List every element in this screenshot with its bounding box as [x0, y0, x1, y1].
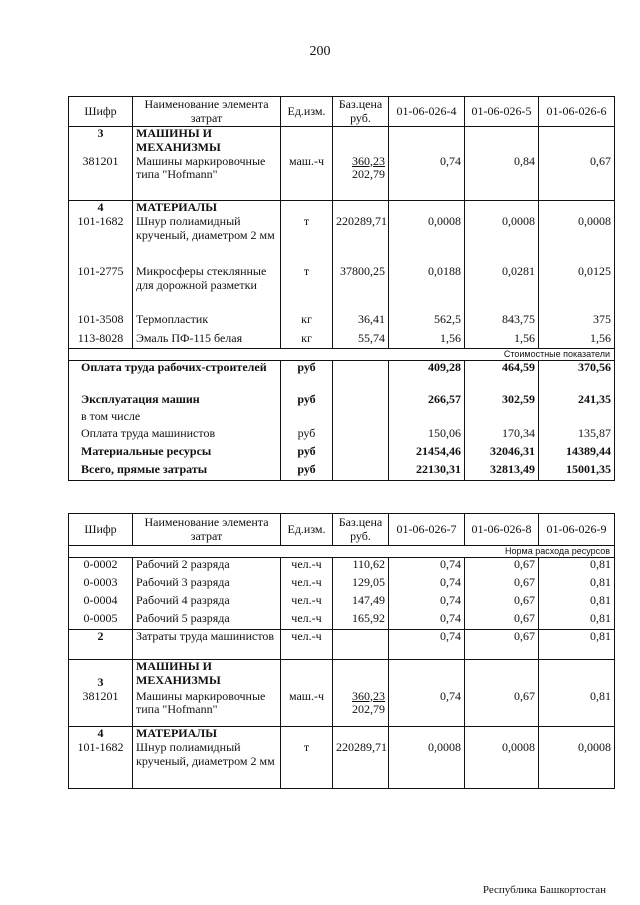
row-code: 101-1682: [69, 215, 133, 265]
price-value: 360,23: [352, 688, 385, 703]
col-header-name: Наименование элемента затрат: [133, 514, 281, 546]
row-unit: чел.-ч: [281, 630, 333, 660]
row-value: 0,0188: [389, 265, 465, 313]
row-price: 36,41: [333, 313, 389, 332]
row-value: 0,67: [465, 594, 539, 612]
row-value: 0,67: [465, 690, 539, 727]
row-value: 562,5: [389, 313, 465, 332]
norm-label-row: [69, 546, 615, 558]
row-price: 165,92: [333, 612, 389, 630]
row-price: [333, 690, 389, 727]
col-header-name: Наименование элемента затрат: [133, 97, 281, 127]
table-row: [69, 612, 615, 630]
row-value: 0,74: [389, 612, 465, 630]
table-row: [69, 630, 615, 660]
col-header-unit: Ед.изм.: [281, 97, 333, 127]
row-value: 0,67: [465, 576, 539, 594]
col-header-norm-5: 01-06-026-5: [465, 97, 539, 127]
row-name: Машины маркировочные типа "Hofmann": [133, 690, 281, 727]
row-price: 147,49: [333, 594, 389, 612]
row-unit: кг: [281, 332, 333, 349]
cost-row: [69, 393, 615, 410]
row-value: 0,0008: [465, 741, 539, 789]
cost-row: [69, 463, 615, 481]
page-number: 200: [309, 44, 331, 59]
row-name: Машины маркировочные типа "Hofmann": [133, 155, 281, 201]
row-unit: т: [281, 215, 333, 265]
row-unit: т: [281, 265, 333, 313]
section-row: [69, 727, 615, 741]
table-row: [69, 690, 615, 727]
row-value: 1,56: [389, 332, 465, 349]
resource-table-2: [68, 513, 615, 789]
row-code: 101-1682: [69, 741, 133, 789]
row-unit: кг: [281, 313, 333, 332]
section-title: МАШИНЫ И МЕХАНИЗМЫ: [133, 660, 281, 690]
cost-value: 22130,31: [389, 463, 465, 481]
cost-name: в том числе: [69, 410, 281, 427]
cost-unit: руб: [281, 361, 333, 393]
row-value: 0,0281: [465, 265, 539, 313]
table-row: [69, 155, 615, 201]
cost-name: Оплата труда рабочих-строителей: [69, 361, 281, 393]
row-code: 381201: [69, 155, 133, 201]
cost-label-row: [69, 349, 615, 361]
row-value: 0,81: [539, 594, 615, 612]
row-code: 0-0004: [69, 594, 133, 612]
row-value: 0,84: [465, 155, 539, 201]
col-header-price: Баз.цена руб.: [333, 514, 389, 546]
cost-value: 266,57: [389, 393, 465, 410]
cost-unit: руб: [281, 427, 333, 445]
row-code: 0-0005: [69, 612, 133, 630]
row-price: [333, 155, 389, 201]
cost-unit: руб: [281, 393, 333, 410]
row-name: Рабочий 2 разряда: [133, 558, 281, 576]
cost-value: 135,87: [539, 427, 615, 445]
table-row: [69, 558, 615, 576]
cost-value: 32046,31: [465, 445, 539, 463]
row-value: 0,0008: [465, 215, 539, 265]
row-unit: маш.-ч: [281, 690, 333, 727]
cost-value: 14389,44: [539, 445, 615, 463]
row-code: 101-3508: [69, 313, 133, 332]
row-code: 0-0002: [69, 558, 133, 576]
row-value: 375: [539, 313, 615, 332]
row-value: 0,74: [389, 690, 465, 727]
cost-value: 150,06: [389, 427, 465, 445]
table-row: [69, 265, 615, 313]
row-price: 129,05: [333, 576, 389, 594]
row-name: Затраты труда машинистов: [133, 630, 281, 660]
cost-value: 302,59: [465, 393, 539, 410]
table-row: [69, 332, 615, 349]
price-secondary: 202,79: [352, 167, 385, 182]
row-name: Рабочий 3 разряда: [133, 576, 281, 594]
cost-name: Оплата труда машинистов: [69, 427, 281, 445]
row-value: 0,74: [389, 155, 465, 201]
row-value: 0,0008: [539, 215, 615, 265]
col-header-unit: Ед.изм.: [281, 514, 333, 546]
cost-name: Всего, прямые затраты: [69, 463, 281, 481]
row-unit: чел.-ч: [281, 576, 333, 594]
table-row: [69, 215, 615, 265]
row-value: 0,81: [539, 612, 615, 630]
row-price: 110,62: [333, 558, 389, 576]
row-name: Шнур полиамидный крученый, диаметром 2 мм: [133, 215, 281, 265]
cost-value: 21454,46: [389, 445, 465, 463]
cost-value: 32813,49: [465, 463, 539, 481]
col-header-code: Шифр: [69, 97, 133, 127]
table-row: [69, 741, 615, 789]
cost-value: 170,34: [465, 427, 539, 445]
cost-row: [69, 410, 615, 427]
row-unit: чел.-ч: [281, 558, 333, 576]
table-header-row: [69, 97, 615, 127]
row-value: 0,81: [539, 630, 615, 660]
cost-value: 241,35: [539, 393, 615, 410]
row-unit: маш.-ч: [281, 155, 333, 201]
table-row: [69, 576, 615, 594]
row-price: 220289,71: [333, 741, 389, 789]
table-header-row: [69, 514, 615, 546]
cost-row: [69, 427, 615, 445]
row-code: 101-2775: [69, 265, 133, 313]
col-header-norm-7: 01-06-026-7: [389, 514, 465, 546]
cost-value: 464,59: [465, 361, 539, 393]
row-value: 0,81: [539, 576, 615, 594]
row-value: 0,74: [389, 576, 465, 594]
price-secondary: 202,79: [352, 702, 385, 717]
cost-value: 15001,35: [539, 463, 615, 481]
section-title: МАТЕРИАЛЫ: [133, 727, 281, 741]
row-value: 0,74: [389, 594, 465, 612]
col-header-code: Шифр: [69, 514, 133, 546]
row-value: 0,74: [389, 558, 465, 576]
row-name: Эмаль ПФ-115 белая: [133, 332, 281, 349]
row-value: 0,0008: [389, 741, 465, 789]
cost-row: [69, 445, 615, 463]
row-name: Шнур полиамидный крученый, диаметром 2 мм: [133, 741, 281, 789]
row-price: 220289,71: [333, 215, 389, 265]
col-header-price: Баз.цена руб.: [333, 97, 389, 127]
cost-row: [69, 361, 615, 393]
table-row: [69, 594, 615, 612]
section-title: МАШИНЫ И МЕХАНИЗМЫ: [133, 127, 281, 155]
row-unit: т: [281, 741, 333, 789]
col-header-norm-4: 01-06-026-4: [389, 97, 465, 127]
cost-value: 370,56: [539, 361, 615, 393]
row-value: 1,56: [539, 332, 615, 349]
section-row: [69, 127, 615, 155]
section-number: 3: [69, 660, 133, 690]
row-value: 0,0008: [389, 215, 465, 265]
row-value: 843,75: [465, 313, 539, 332]
row-value: 0,81: [539, 690, 615, 727]
row-code: 0-0003: [69, 576, 133, 594]
section-row: [69, 660, 615, 690]
section-title: МАТЕРИАЛЫ: [133, 201, 281, 215]
row-name: Рабочий 4 разряда: [133, 594, 281, 612]
row-price: 37800,25: [333, 265, 389, 313]
row-value: 0,81: [539, 558, 615, 576]
section-number: 2: [69, 630, 133, 660]
row-code: 113-8028: [69, 332, 133, 349]
section-number: 4: [69, 727, 133, 741]
row-price: 55,74: [333, 332, 389, 349]
cost-name: Эксплуатация машин: [69, 393, 281, 410]
row-value: 0,0125: [539, 265, 615, 313]
price-value: 360,23: [352, 153, 385, 168]
section-row: [69, 201, 615, 215]
row-value: 0,74: [389, 630, 465, 660]
col-header-norm-8: 01-06-026-8: [465, 514, 539, 546]
row-value: 1,56: [465, 332, 539, 349]
row-name: Рабочий 5 разряда: [133, 612, 281, 630]
resource-table-1: [68, 96, 615, 481]
cost-unit: руб: [281, 463, 333, 481]
footer-region: Республика Башкортостан: [482, 884, 606, 896]
section-number: 3: [69, 127, 133, 155]
row-value: 0,67: [465, 612, 539, 630]
row-value: 0,67: [539, 155, 615, 201]
cost-unit: руб: [281, 445, 333, 463]
row-value: 0,67: [465, 630, 539, 660]
col-header-norm-6: 01-06-026-6: [539, 97, 615, 127]
row-value: 0,67: [465, 558, 539, 576]
table-row: [69, 313, 615, 332]
row-name: Микросферы стеклянные для дорожной разметки: [133, 265, 281, 313]
section-number: 4: [69, 201, 133, 215]
row-name: Термопластик: [133, 313, 281, 332]
col-header-norm-9: 01-06-026-9: [539, 514, 615, 546]
row-unit: чел.-ч: [281, 612, 333, 630]
row-code: 381201: [69, 690, 133, 727]
row-value: 0,0008: [539, 741, 615, 789]
row-unit: чел.-ч: [281, 594, 333, 612]
cost-value: 409,28: [389, 361, 465, 393]
cost-name: Материальные ресурсы: [69, 445, 281, 463]
norm-label: Норма расхода ресурсов: [69, 546, 615, 558]
cost-indicators-label: Стоимостные показатели: [69, 349, 615, 361]
